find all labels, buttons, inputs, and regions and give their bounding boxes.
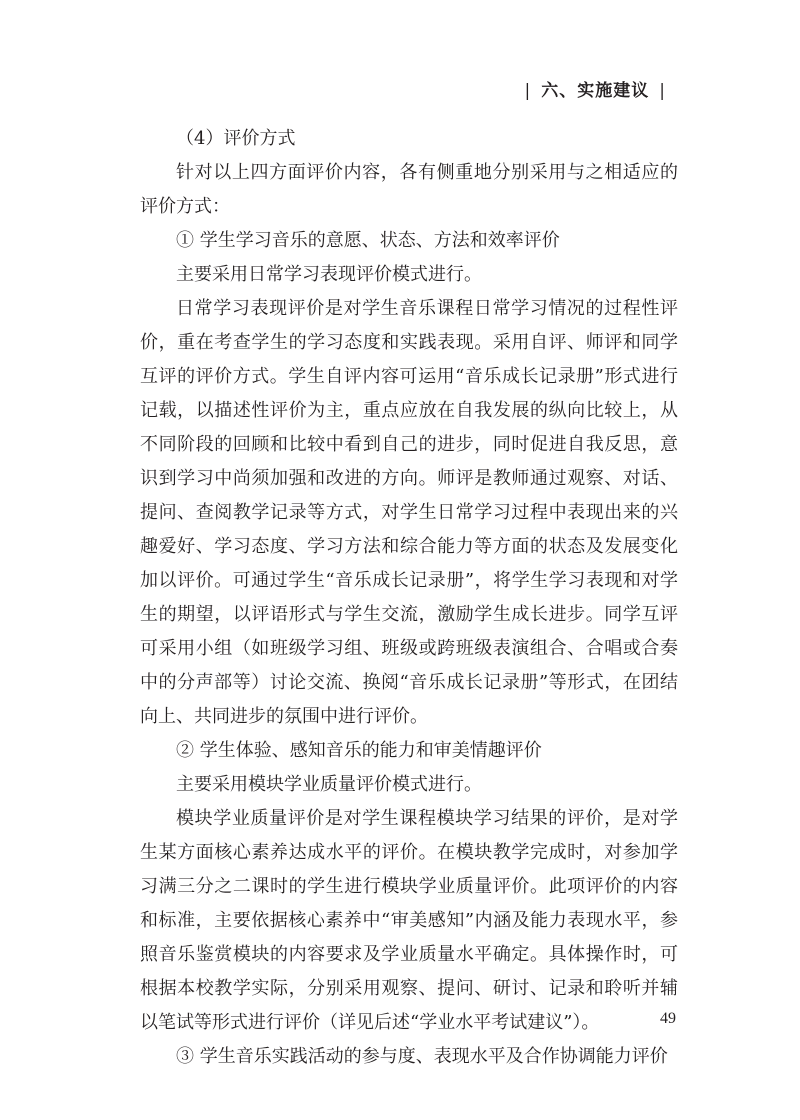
paragraph-intro: 针对以上四方面评价内容，各有侧重地分别采用与之相适应的评价方式： bbox=[140, 162, 678, 217]
running-header bbox=[515, 76, 676, 101]
header-divider-right: | bbox=[659, 81, 666, 101]
item-heading-3: ③ 学生音乐实践活动的参与度、表现水平及合作协调能力评价 bbox=[176, 1046, 668, 1067]
section-title: 六、实施建议 bbox=[541, 81, 650, 101]
paragraph-module-evaluation: 模块学业质量评价是对学生课程模块学习结果的评价，是对学生某方面核心素养达成水平的评价。在模块教学完成时，对参加学习满三分之二课时的学生进行模块学业质量评价。此项评价的内容和标准，主要依据核心素养中“审美感知”内涵及能力表现水平，参照音乐鉴赏模块的内容要求及学业质量水平确定。具体操作时，可根据本校教学实际，分别采用观察、提问、研讨、记录和聆听并辅以笔试等形式进行评价（详见后述“学业水平考试建议”）。 bbox=[140, 808, 678, 1033]
page-number: 49 bbox=[660, 1010, 676, 1027]
header-divider-left: | bbox=[524, 81, 532, 101]
body-text bbox=[140, 122, 678, 1074]
paragraph-mode-2: 主要采用模块学业质量评价模式进行。 bbox=[176, 774, 482, 795]
subsection-heading: （4）评价方式 bbox=[176, 128, 296, 149]
item-heading-2: ② 学生体验、感知音乐的能力和审美情趣评价 bbox=[176, 740, 542, 761]
paragraph-mode-1: 主要采用日常学习表现评价模式进行。 bbox=[176, 264, 482, 285]
item-heading-1: ① 学生学习音乐的意愿、状态、方法和效率评价 bbox=[176, 230, 560, 251]
paragraph-daily-evaluation: 日常学习表现评价是对学生音乐课程日常学习情况的过程性评价，重在考查学生的学习态度和实践表现。采用自评、师评和同学互评的评价方式。学生自评内容可运用“音乐成长记录册”形式进行记载，以描述性评价为主，重点应放在自我发展的纵向比较上，从不同阶段的回顾和比较中看到自己的进步，同时促进自我反思，意识到学习中尚须加强和改进的方向。师评是教师通过观察、对话、提问、查阅教学记录等方式，对学生日常学习过程中表现出来的兴趣爱好、学习态度、学习方法和综合能力等方面的状态及发展变化加以评价。可通过学生“音乐成长记录册”，将学生学习表现和对学生的期望，以评语形式与学生交流，激励学生成长进步。同学互评可采用小组（如班级学习组、班级或跨班级表演组合、合唱或合奏中的分声部等）讨论交流、换阅“音乐成长记录册”等形式，在团结向上、共同进步的氛围中进行评价。 bbox=[140, 298, 678, 727]
